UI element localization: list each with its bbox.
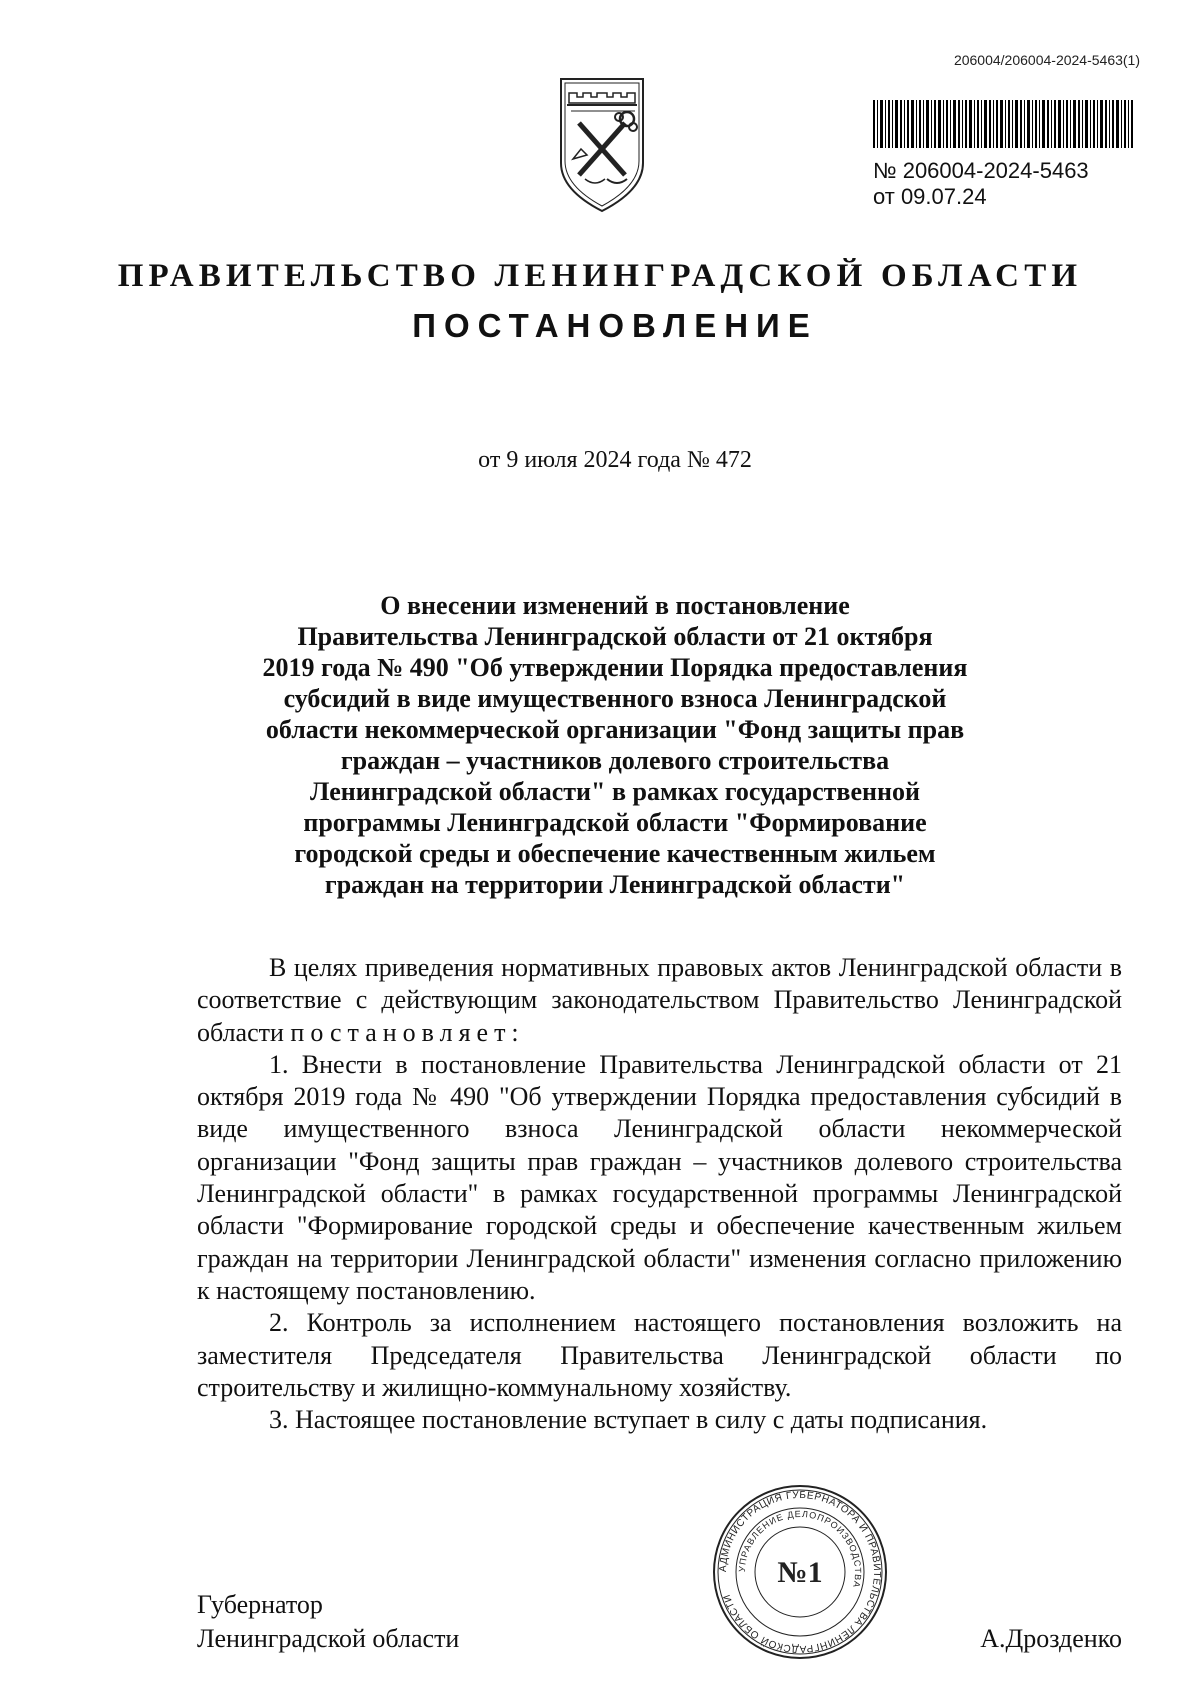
document-subject [230, 590, 1000, 900]
seal-inner-text: УПРАВЛЕНИЕ ДЕЛОПРОИЗВОДСТВА [736, 1508, 864, 1590]
subject-line: граждан – участников долевого строительства [340, 746, 890, 775]
subject-line: городской среды и обеспечение качественным жильем [294, 839, 936, 868]
subject-line: Ленинградской области" в рамках государственной [310, 777, 920, 806]
subject-line: Правительства Ленинградской области от 21 октября [297, 622, 933, 651]
subject-line: субсидий в виде имущественного взноса Ленинградской [283, 684, 947, 713]
item-paragraph-2: 2. Контроль за исполнением настоящего постановления возложить на заместителя Председателя Правительства Ленинградской области по строительству и жилищно-коммунальному хозяйству. [197, 1308, 1122, 1402]
registration-number: № 206004-2024-5463 [873, 158, 1089, 183]
government-title: ПРАВИТЕЛЬСТВО ЛЕНИНГРАДСКОЙ ОБЛАСТИ [117, 258, 1083, 294]
signatory-position [197, 1588, 459, 1656]
registration-block [873, 100, 1133, 210]
barcode-icon [873, 100, 1133, 148]
document-body [197, 952, 1122, 1436]
official-seal-icon [710, 1482, 890, 1662]
seal-outer-text: АДМИНИСТРАЦИЯ ГУБЕРНАТОРА И ПРАВИТЕЛЬСТВА ЛЕНИНГРАДСКОЙ ОБЛАСТИ [717, 1489, 883, 1655]
decree-word: постановляет: [290, 1017, 525, 1047]
seal-center-text: №1 [777, 1556, 823, 1589]
subject-line: 2019 года № 490 "Об утверждении Порядка предоставления [262, 653, 968, 682]
position-line: Ленинградской области [197, 1624, 460, 1653]
document-reference: 206004/206004-2024-5463(1) [953, 52, 1140, 68]
position-line: Губернатор [197, 1590, 323, 1619]
signatory-name: А.Дрозденко [980, 1624, 1122, 1653]
preamble-paragraph [197, 952, 1122, 1049]
subject-line: области некоммерческой организации "Фонд защиты прав [265, 715, 965, 744]
document-date-number: от 9 июля 2024 года № 472 [478, 447, 752, 473]
subject-line: граждан на территории Ленинградской области" [324, 870, 906, 899]
document-type: ПОСТАНОВЛЕНИЕ [412, 307, 818, 344]
item-paragraph-1: 1. Внести в постановление Правительства Ленинградской области от 21 октября 2019 года № 490 "Об утверждении Порядка предоставления субсидий в виде имущественного взноса Ленинградской области некоммерческой организации "Фонд защиты прав граждан – участников долевого строительства Ленинградской области" в рамках государственной программы Ленинградской области "Формирование городской среды и обеспечение качественным жильем граждан на территории Ленинградской области" изменения согласно приложению к настоящему постановлению. [197, 1049, 1122, 1305]
item-paragraph-3: 3. Настоящее постановление вступает в силу с даты подписания. [269, 1405, 988, 1435]
registration-date: от 09.07.24 [873, 184, 987, 209]
subject-line: программы Ленинградской области "Формирование [303, 808, 927, 837]
coat-of-arms-icon [557, 75, 647, 215]
preamble-text: В целях приведения нормативных правовых актов Ленинградской области в соответствие с действующим законодательством Правительство Ленинградской области [197, 953, 1122, 1047]
subject-line: О внесении изменений в постановление [380, 591, 850, 620]
